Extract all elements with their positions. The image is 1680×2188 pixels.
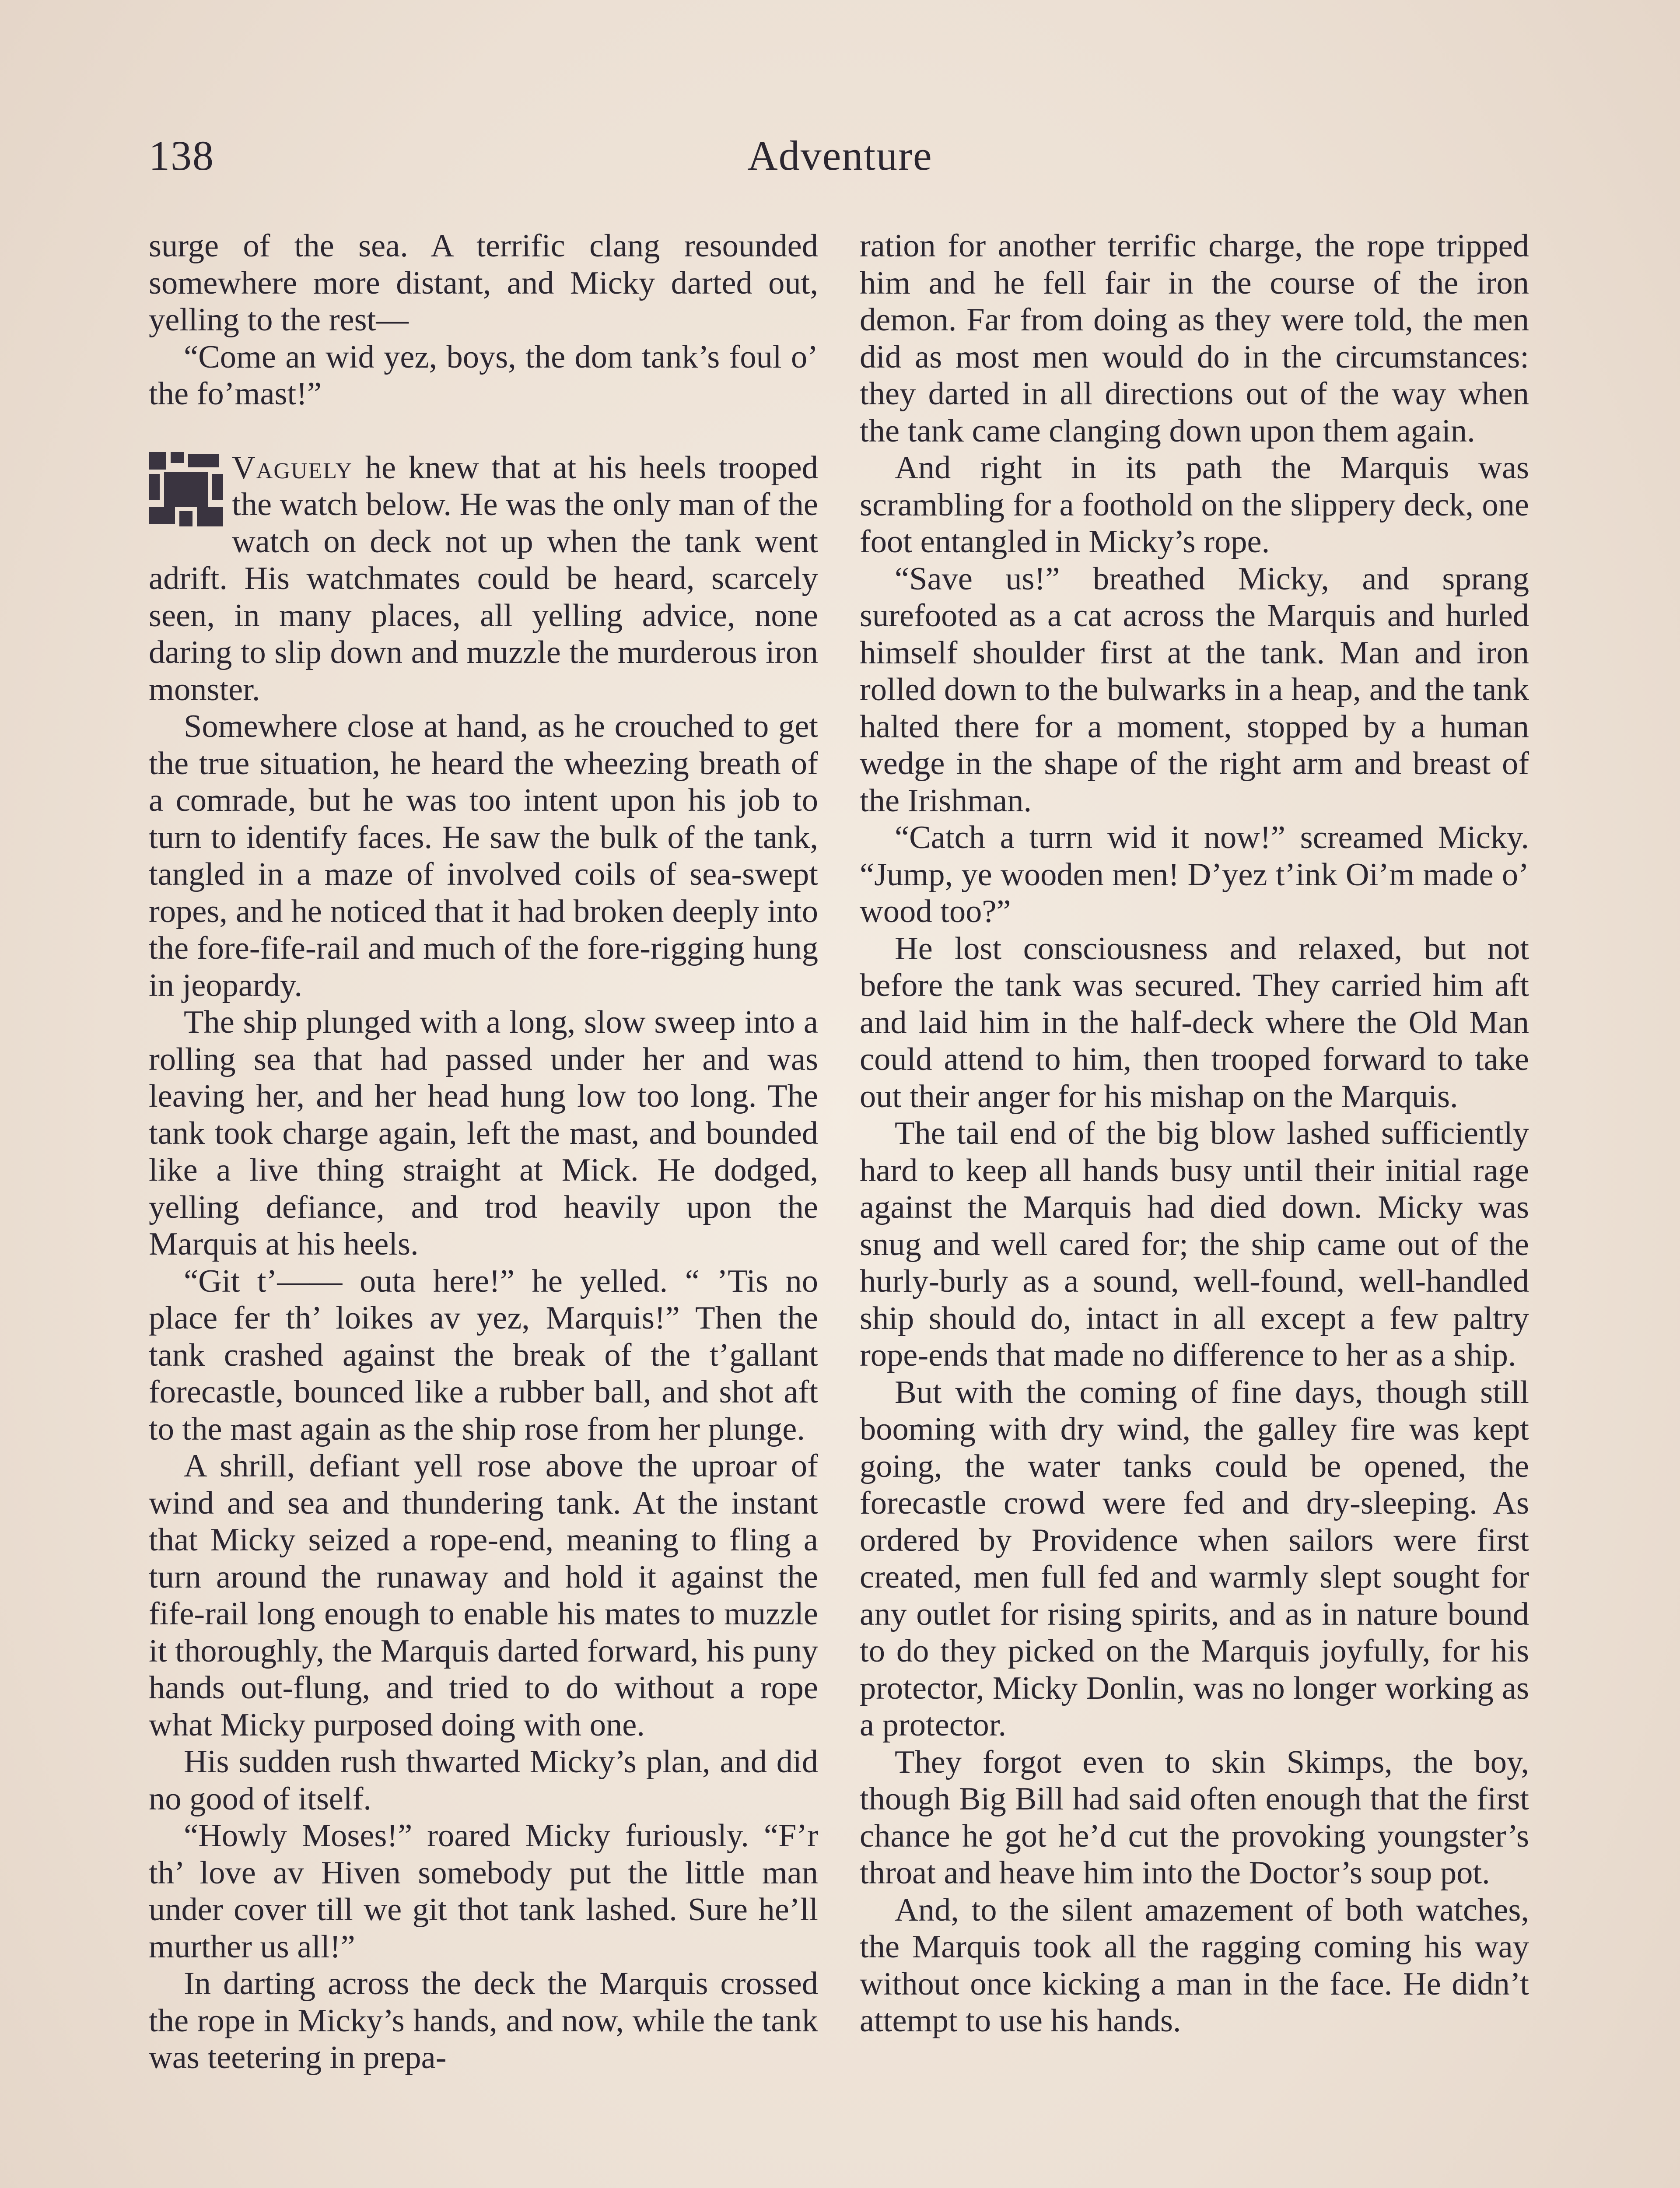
- paragraph: A shrill, defiant yell rose above the uproar of wind and sea and thundering tank. At the instant that Micky seized a rope-end, meaning to fling a turn around the runaway and hold it against the fife-rail long enough to enable his mates to muzzle it thoroughly, the Marquis darted forward, his puny hands out-flung, and tried to do without a rope what Micky purposed doing with one.: [149, 1448, 818, 1743]
- left-column: [149, 228, 818, 2076]
- paragraph: In darting across the deck the Marquis crossed the rope in Micky’s hands, and now, while the tank was teetering in prepa-: [149, 1966, 818, 2076]
- paragraph: “Howly Moses!” roared Micky furiously. “F’r th’ love av Hiven somebody put the little man under cover till we git thot tank lashed. Sure he’ll murther us all!”: [149, 1818, 818, 1965]
- lead-word: Vaguely: [232, 449, 353, 486]
- paragraph: “Catch a turrn wid it now!” screamed Micky. “Jump, ye wooden men! D’yez t’ink Oi’m made o’ wood too?”: [860, 820, 1529, 929]
- paragraph: Somewhere close at hand, as he crouched to get the true situation, he heard the wheezing breath of a comrade, but he was too intent upon his job to turn to identify faces. He saw the bulk of the tank, tangled in a maze of involved coils of sea-swept ropes, and he noticed that it had broken deeply into the fore-fife-rail and much of the fore-rigging hung in jeopardy.: [149, 708, 818, 1003]
- paragraph: His sudden rush thwarted Micky’s plan, and did no good of itself.: [149, 1744, 818, 1817]
- paragraph-text: he knew that at his heels trooped the watch below. He was the only man of the watch on deck not up when the tank went adrift. His watchmates could be heard, scarcely seen, in many places, all yelling advice, none daring to slip down and muzzle the murderous iron monster.: [149, 449, 818, 708]
- paragraph: And right in its path the Marquis was scrambling for a foothold on the slippery deck, one foot entangled in Micky’s rope.: [860, 450, 1529, 560]
- paragraph: surge of the sea. A terrific clang resounded somewhere more distant, and Micky darted out, yelling to the rest—: [149, 228, 818, 338]
- right-column: [860, 228, 1529, 2040]
- paragraph: “Git t’—— outa here!” he yelled. “ ’Tis no place fer th’ loikes av yez, Marquis!” Then the tank crashed against the break of the t’gallant forecastle, bounced like a rubber ball, and shot aft to the mast again as the ship rose from her plunge.: [149, 1263, 818, 1447]
- magazine-title: Adventure: [747, 132, 933, 179]
- paragraph: “Come an wid yez, boys, the dom tank’s foul o’ the fo’mast!”: [149, 339, 818, 412]
- section-opening-paragraph: [149, 449, 818, 708]
- page-number: 138: [149, 132, 214, 179]
- page-header: [149, 131, 1531, 193]
- paragraph: He lost consciousness and relaxed, but not before the tank was secured. They carried him aft and laid him in the half-deck where the Old Man could attend to him, then trooped forward to take out their anger for his mishap on the Marquis.: [860, 930, 1529, 1115]
- paragraph: But with the coming of fine days, though still booming with dry wind, the galley fire was kept going, the water tanks could be opened, the forecastle crowd were fed and dry-sleeping. As ordered by Providence when sailors were first created, men full fed and warmly slept sought for any outlet for rising spirits, and as in nature bound to do they picked on the Marquis joyfully, for his protector, Micky Donlin, was no longer working as a protector.: [860, 1374, 1529, 1743]
- ornamental-dropcap-icon: [149, 452, 223, 526]
- paragraph: “Save us!” breathed Micky, and sprang surefooted as a cat across the Marquis and hurled himself shoulder first at the tank. Man and iron rolled down to the bulwarks in a heap, and the tank halted there for a moment, stopped by a human wedge in the shape of the right arm and breast of the Irishman.: [860, 561, 1529, 819]
- paragraph: ration for another terrific charge, the rope tripped him and he fell fair in the course of the iron demon. Far from doing as they were told, the men did as most men would do in the circumstances: they darted in all directions out of the way when the tank came clanging down upon them again.: [860, 228, 1529, 449]
- paragraph: And, to the silent amazement of both watches, the Marquis took all the ragging coming his way without once kicking a man in the face. He didn’t attempt to use his hands.: [860, 1892, 1529, 2039]
- paragraph: The tail end of the big blow lashed sufficiently hard to keep all hands busy until their initial rage against the Marquis had died down. Micky was snug and well cared for; the ship came out of the hurly-burly as a sound, well-found, well-handled ship should do, intact in all except a few paltry rope-ends that made no difference to her as a ship.: [860, 1115, 1529, 1373]
- paragraph: The ship plunged with a long, slow sweep into a rolling sea that had passed under her and was leaving her, and her head hung low too long. The tank took charge again, left the mast, and bounded like a live thing straight at Mick. He dodged, yelling defiance, and trod heavily upon the Marquis at his heels.: [149, 1004, 818, 1262]
- paragraph: They forgot even to skin Skimps, the boy, though Big Bill had said often enough that the first chance he got he’d cut the provoking youngster’s throat and heave him into the Doctor’s soup pot.: [860, 1744, 1529, 1891]
